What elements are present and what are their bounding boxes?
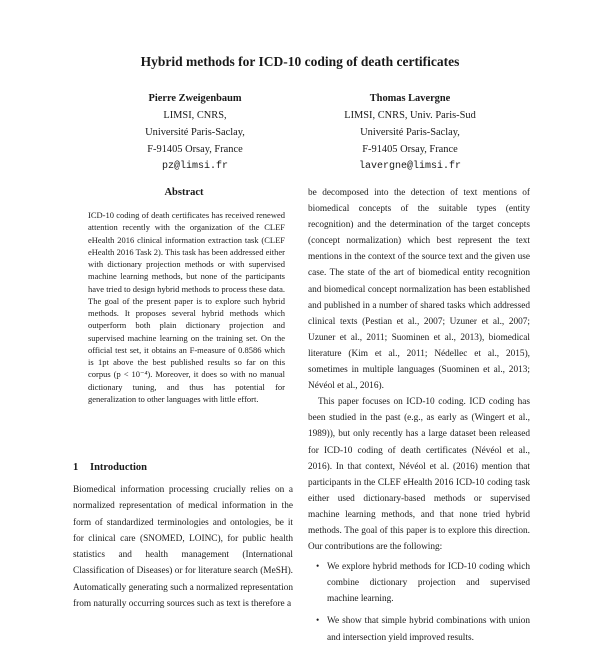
paragraph: This paper focuses on ICD-10 coding. ICD coding has been studied in the past (e.g., as early as (Wingert et al., 1989)), but only recently has a large dataset been released for ICD-10 coding of death certificates (Névéol et al., 2016). In that context, Névéol et al. (2016) mention that participants in the CLEF eHealth 2016 ICD-10 coding task either used dictionary-based methods or supervised machine learning methods, and that none tried hybrid methods. The goal of this paper is to explore this direction. Our contributions are the following: — [308, 397, 530, 553]
bullet-icon: • — [316, 562, 320, 573]
author-affiliation: LIMSI, CNRS, — [163, 110, 227, 121]
author-email: pz@limsi.fr — [161, 161, 228, 172]
paper-title: Hybrid methods for ICD-10 coding of death certificates — [140, 54, 460, 69]
list-item — [308, 559, 530, 607]
section-title: Introduction — [90, 462, 147, 473]
abstract-heading: Abstract — [164, 187, 204, 198]
author-name: Pierre Zweigenbaum — [148, 93, 242, 104]
section-number: 1 — [73, 462, 79, 473]
section-heading — [73, 462, 147, 473]
paragraph: be decomposed into the detection of text mentions of biomedical concepts of the suitable types (entity recognition) and the determination of the target concepts (concept normalization) which best represent the text mentions in the context of the source text and the given use case. The state of the art of biomedical entity recognition and biomedical concept normalization has been established and published in a number of shared tasks which addressed clinical texts (Pestian et al., 2007; Uzuner et al., 2007; Uzuner et al., 2011; Suominen et al., 2013), biomedical literature (Kim et al., 2011; Nédellec et al., 2015), sometimes in multiple languages (Suominen et al., 2013; Névéol et al., 2016). — [308, 188, 530, 392]
list-item — [308, 613, 530, 645]
author-affiliation: LIMSI, CNRS, Univ. Paris-Sud — [344, 110, 476, 121]
author-address: F-91405 Orsay, France — [147, 144, 243, 155]
author-block — [75, 90, 315, 175]
author-block — [290, 90, 530, 175]
bullet-icon: • — [316, 616, 320, 627]
list-item-text: We explore hybrid methods for ICD-10 coding which combine dictionary projection and supervised machine learning. — [327, 562, 530, 605]
abstract-text: ICD-10 coding of death certificates has received renewed attention recently with the organization of the CLEF eHealth 2016 clinical information extraction task (CLEF eHealth 2016 Task 2). This task has been addressed either with dictionary projection methods or with supervised machine learning methods, but none of the participants have tried to design hybrid methods to process these data. The goal of the present paper is to explore such hybrid methods. It proposes several hybrid methods which outperform both plain dictionary projection and supervised machine learning on the training set. On the official test set, it obtains an F-measure of 0.8586 which is 1pt above the best published results so far on this corpus (p < 10⁻⁴). Moreover, it does so with no manual dictionary tuning, and thus has potential for generalization to other languages with little effort. — [88, 210, 285, 404]
list-item-text: We show that simple hybrid combinations with union and intersection yield improved results. — [327, 616, 530, 643]
author-affiliation: Université Paris-Saclay, — [145, 127, 245, 138]
author-affiliation: Université Paris-Saclay, — [360, 127, 460, 138]
author-name: Thomas Lavergne — [369, 93, 451, 104]
right-column — [308, 185, 530, 652]
author-address: F-91405 Orsay, France — [362, 144, 458, 155]
contributions-list — [308, 559, 530, 645]
introduction-text: Biomedical information processing crucially relies on a normalized representation of medical information in the form of standardized terminologies and ontologies, be it for clinical care (SNOMED, LOINC), for public health statistics and health management (International Classification of Diseases) or for literature search (MeSH). Automatically generating such a normalized representation from naturally occurring sources such as text is therefore a — [73, 485, 293, 610]
author-email: lavergne@limsi.fr — [358, 161, 462, 172]
